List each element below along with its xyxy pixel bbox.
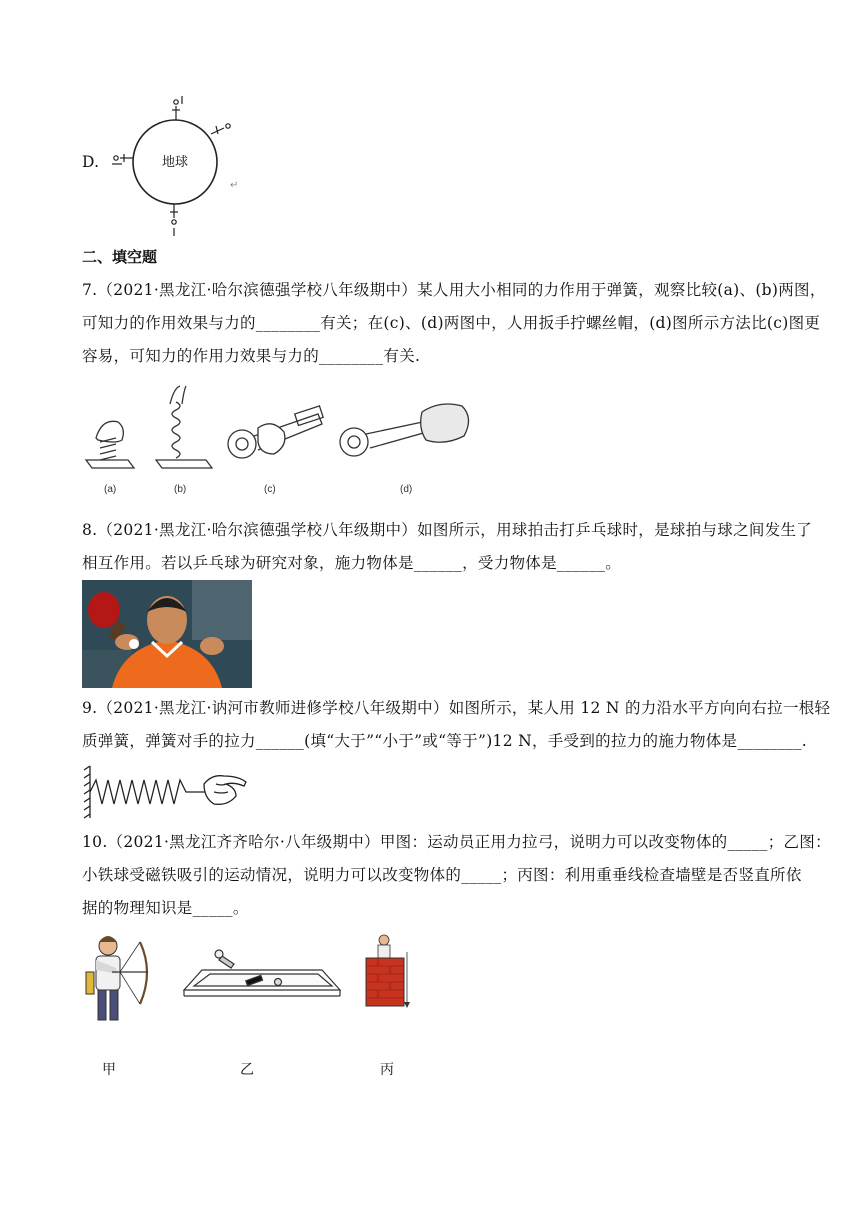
q7-caption-c: (c) bbox=[264, 484, 276, 495]
q9-spring-figure bbox=[82, 762, 252, 822]
question-9 bbox=[82, 692, 831, 758]
hand-icon bbox=[204, 776, 246, 805]
spring-zigzag bbox=[90, 780, 206, 804]
option-d-letter: D. bbox=[82, 153, 100, 171]
q7-line-3: 容易，可知力的作用力效果与力的________有关. bbox=[82, 347, 421, 365]
wall-icon bbox=[84, 766, 90, 818]
plumb-wall-figure bbox=[366, 935, 410, 1008]
q10-caption-bing: 丙 bbox=[380, 1061, 394, 1077]
spring-stretched-figure bbox=[156, 386, 212, 468]
earth-figure bbox=[108, 92, 248, 242]
person-left-icon bbox=[112, 154, 133, 164]
wrench-far-figure bbox=[340, 404, 469, 456]
wrench-near-figure bbox=[228, 406, 323, 458]
q9-line-1: 9.（2021·黑龙江·讷河市教师进修学校八年级期中）如图所示，某人用 12 N 的力沿水平方向向右拉一根轻 bbox=[82, 699, 831, 717]
q10-caption-yi: 乙 bbox=[240, 1061, 254, 1077]
q10-line-2: 小铁球受磁铁吸引的运动情况，说明力可以改变物体的_____；丙图：利用重垂线检查墙壁是否竖直所依 bbox=[82, 866, 802, 884]
question-10 bbox=[82, 826, 831, 925]
q10-line-3: 据的物理知识是_____。 bbox=[82, 899, 249, 917]
archer-figure bbox=[86, 936, 148, 1020]
q10-figure bbox=[82, 932, 422, 1082]
q7-line-2: 可知力的作用效果与力的________有关；在(c)、(d)两图中，人用扳手拧螺丝帽，(d)图所示方法比(c)图更 bbox=[82, 314, 821, 332]
person-right-icon bbox=[211, 124, 230, 134]
q8-line-2: 相互作用。若以乒乓球为研究对象，施力物体是______，受力物体是______。 bbox=[82, 554, 622, 572]
person-bottom-icon bbox=[170, 204, 178, 236]
q8-line-1: 8.（2021·黑龙江·哈尔滨德强学校八年级期中）如图所示，用球拍击打乒乓球时，是球拍与球之间发生了 bbox=[82, 521, 813, 539]
return-mark-icon: ↵ bbox=[230, 180, 239, 191]
question-7 bbox=[82, 274, 826, 373]
q7-figure bbox=[82, 380, 482, 500]
q7-line-1: 7.（2021·黑龙江·哈尔滨德强学校八年级期中）某人用大小相同的力作用于弹簧，观察比较(a)、(b)两图， bbox=[82, 281, 826, 299]
q7-caption-d: (d) bbox=[400, 484, 413, 495]
question-8 bbox=[82, 514, 813, 580]
q9-line-2: 质弹簧，弹簧对手的拉力______(填“大于”“小于”或“等于”)12 N，手受到的拉力的施力物体是________. bbox=[82, 732, 807, 750]
section-title: 二、填空题 bbox=[82, 248, 158, 266]
earth-label: 地球 bbox=[161, 154, 189, 169]
person-top-icon bbox=[172, 96, 182, 120]
q7-caption-b: (b) bbox=[174, 484, 187, 495]
q7-caption-a: (a) bbox=[104, 484, 117, 495]
magnet-table-figure bbox=[184, 950, 340, 996]
spring-compressed-figure bbox=[86, 421, 134, 468]
q10-caption-jia: 甲 bbox=[102, 1061, 116, 1077]
q10-line-1: 10.（2021·黑龙江齐齐哈尔·八年级期中）甲图：运动员正用力拉弓，说明力可以改变物体的_____；乙图： bbox=[82, 833, 831, 851]
table-tennis-photo bbox=[82, 580, 252, 688]
